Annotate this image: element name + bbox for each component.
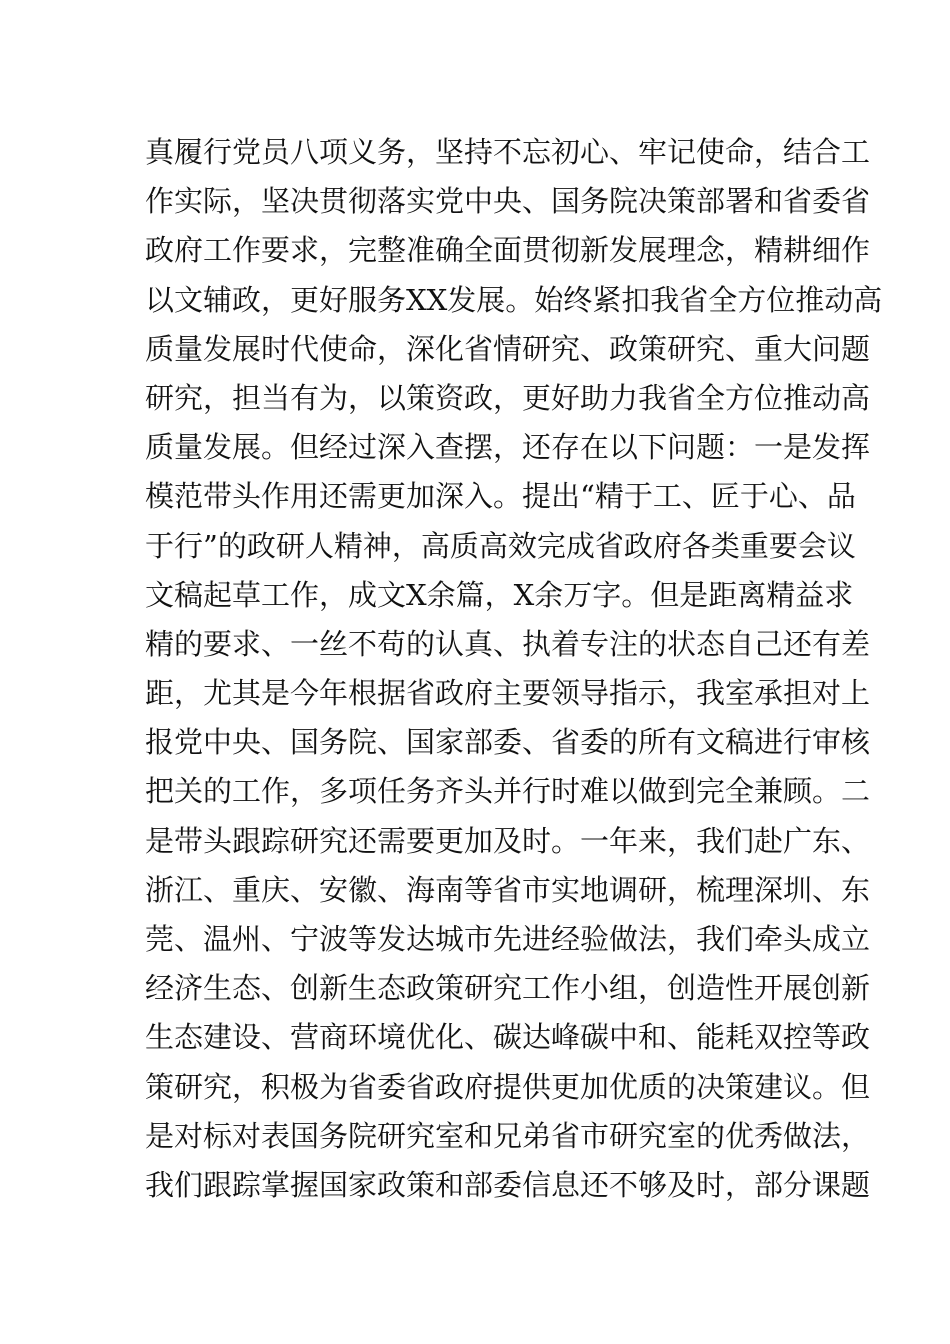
text-line: 距，尤其是今年根据省政府主要领导指示，我室承担对上 xyxy=(145,676,871,711)
text-line: 是对标对表国务院研究室和兄弟省市研究室的优秀做法， xyxy=(145,1118,871,1153)
text-line: 以文辅政，更好服务XX发展。始终紧扣我省全方位推动高 xyxy=(145,282,883,317)
text-line: 生态建设、营商环境优化、碳达峰碳中和、能耗双控等政 xyxy=(145,1020,871,1055)
text-line: 把关的工作，多项任务齐头并行时难以做到完全兼顾。二 xyxy=(145,774,871,809)
text-line: 文稿起草工作，成文X余篇，X余万字。但是距离精益求 xyxy=(145,577,854,612)
body-text xyxy=(145,128,883,1210)
text-line: 莞、温州、宁波等发达城市先进经验做法，我们牵头成立 xyxy=(145,922,871,956)
text-line: 是带头跟踪研究还需要更加及时。一年来，我们赴广东、 xyxy=(145,823,871,858)
text-line: 真履行党员八项义务，坚持不忘初心、牢记使命，结合工 xyxy=(145,135,871,169)
text-line: 质量发展。但经过深入查摆，还存在以下问题：一是发挥 xyxy=(145,430,871,465)
text-line: 浙江、重庆、安徽、海南等省市实地调研，梳理深圳、东 xyxy=(145,872,871,907)
text-line: 精的要求、一丝不苟的认真、执着专注的状态自己还有差 xyxy=(145,626,871,661)
text-line: 策研究，积极为省委省政府提供更加优质的决策建议。但 xyxy=(145,1069,871,1104)
text-line: 于行”的政研人精神，高质高效完成省政府各类重要会议 xyxy=(145,528,856,563)
text-line: 报党中央、国务院、国家部委、省委的所有文稿进行审核 xyxy=(145,725,871,760)
text-line: 政府工作要求，完整准确全面贯彻新发展理念，精耕细作 xyxy=(145,233,871,268)
text-line: 经济生态、创新生态政策研究工作小组，创造性开展创新 xyxy=(145,971,871,1006)
text-line: 我们跟踪掌握国家政策和部委信息还不够及时，部分课题 xyxy=(145,1167,871,1202)
text-line: 模范带头作用还需更加深入。提出“精于工、匠于心、品 xyxy=(145,479,856,514)
text-line: 质量发展时代使命，深化省情研究、政策研究、重大问题 xyxy=(145,331,871,366)
text-line: 作实际，坚决贯彻落实党中央、国务院决策部署和省委省 xyxy=(145,184,871,219)
text-line: 研究，担当有为，以策资政，更好助力我省全方位推动高 xyxy=(145,380,871,415)
